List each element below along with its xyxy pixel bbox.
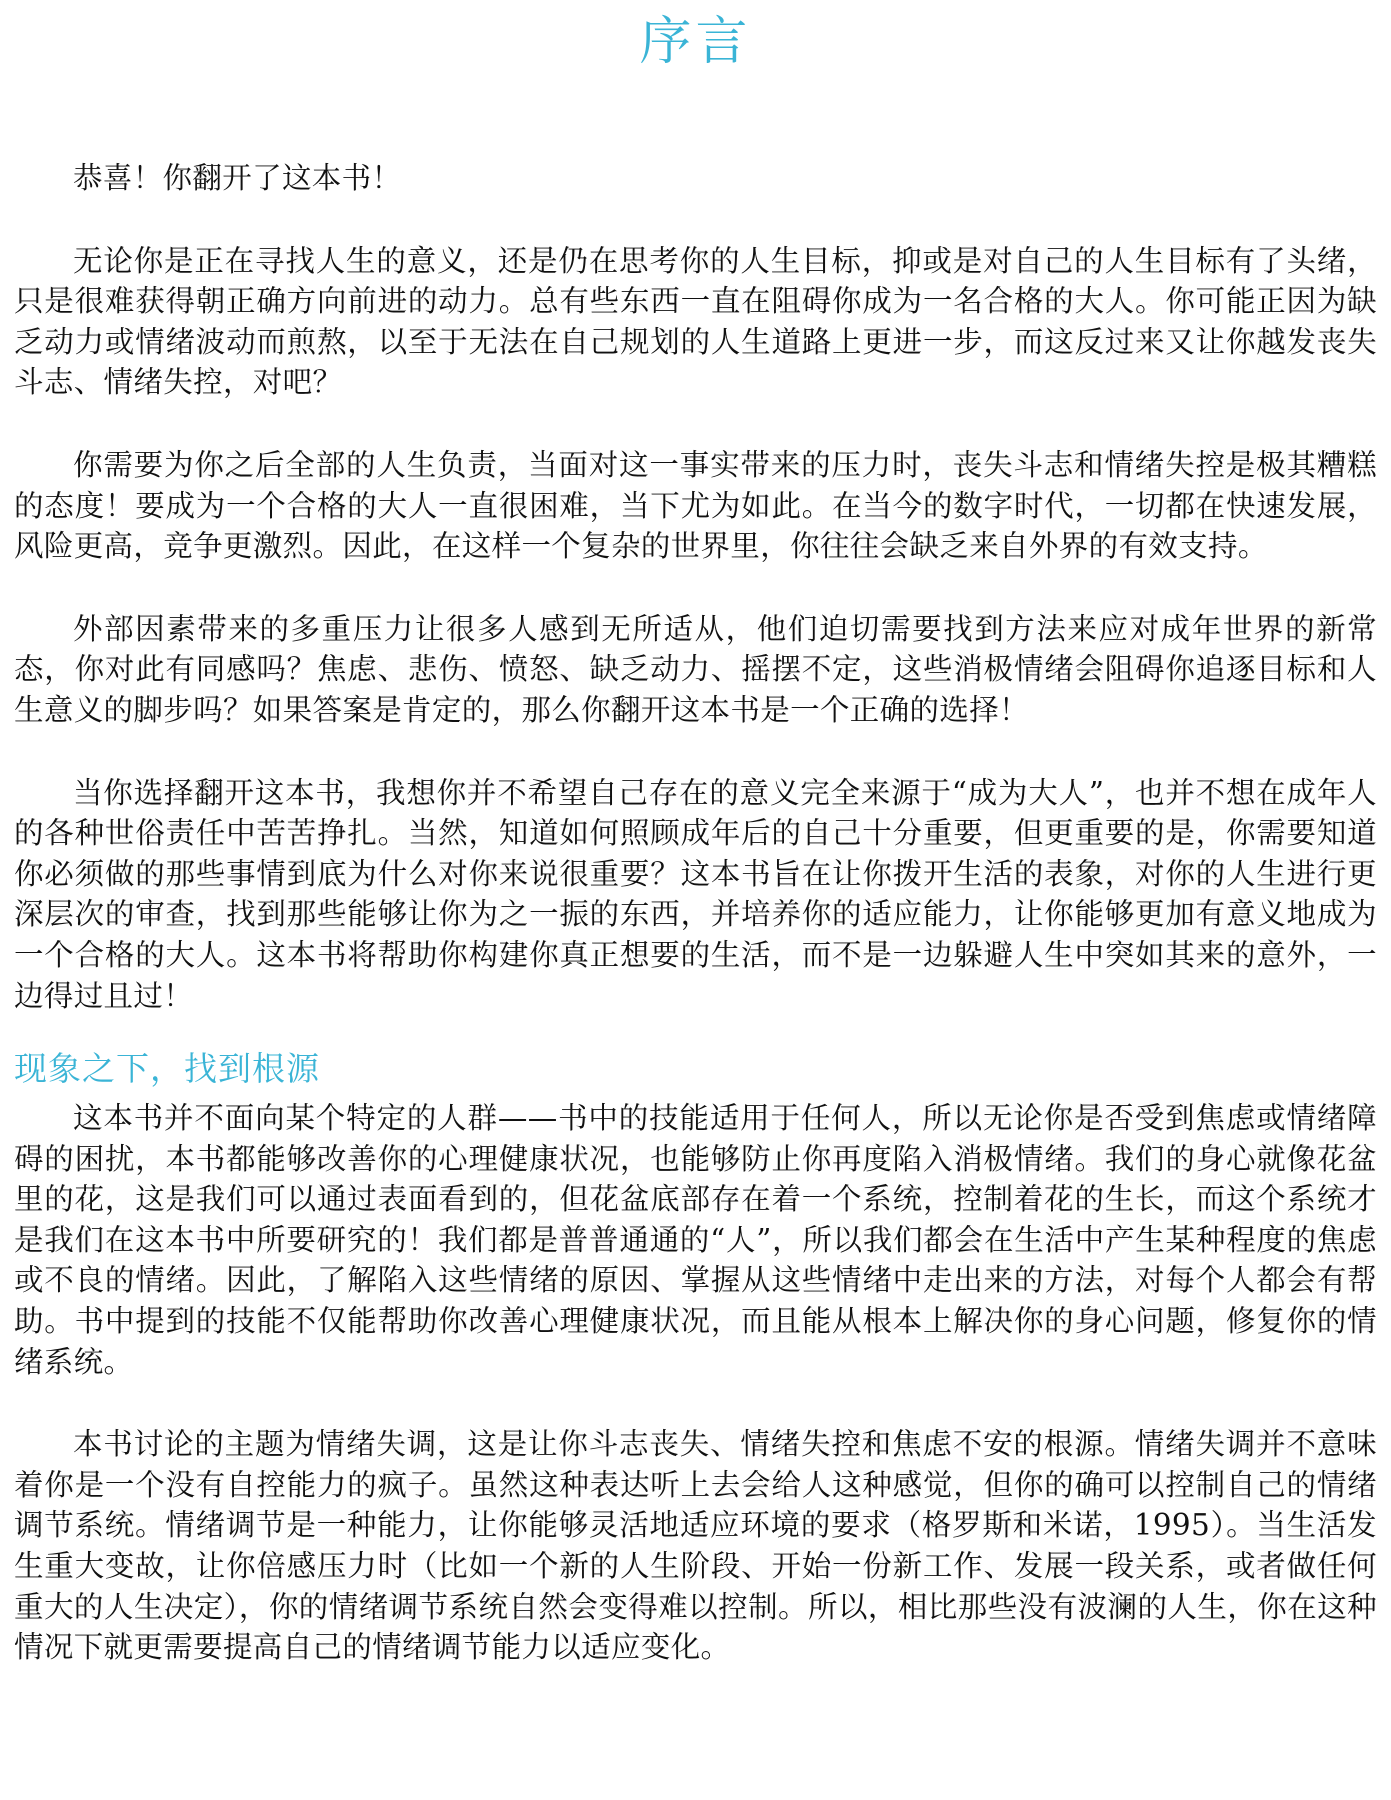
section-paragraph-2: 本书讨论的主题为情绪失调，这是让你斗志丧失、情绪失控和焦虑不安的根源。情绪失调并不意味着你是一个没有自控能力的疯子。虽然这种表达听上去会给人这种感觉，但你的确可以控制自己的情绪调节系统。情绪调节是一种能力，让你能够灵活地适应环境的要求（格罗斯和米诺，1995）。当生活发生重大变故，让你倍感压力时（比如一个新的人生阶段、开始一份新工作、发展一段关系，或者做任何重大的人生决定），你的情绪调节系统自然会变得难以控制。所以，相比那些没有波澜的人生，你在这种情况下就更需要提高自己的情绪调节能力以适应变化。 (14, 1427, 1377, 1665)
intro-paragraph-4: 当你选择翻开这本书，我想你并不希望自己存在的意义完全来源于“成为大人”，也并不想在成年人的各种世俗责任中苦苦挣扎。当然，知道如何照顾成年后的自己十分重要，但更重要的是，你需要知道你必须做的那些事情到底为什么对你来说很重要？这本书旨在让你拨开生活的表象，对你的人生进行更深层次的审查，找到那些能够让你为之一振的东西，并培养你的适应能力，让你能够更加有意义地成为一个合格的大人。这本书将帮助你构建你真正想要的生活，而不是一边躲避人生中突如其来的意外，一边得过且过！ (14, 775, 1377, 1013)
document-page (14, 0, 1377, 1665)
page-title: 序言 (639, 12, 752, 72)
intro-paragraph-1: 无论你是正在寻找人生的意义，还是仍在思考你的人生目标，抑或是对自己的人生目标有了头绪，只是很难获得朝正确方向前进的动力。总有些东西一直在阻碍你成为一名合格的大人。你可能正因为缺乏动力或情绪波动而煎熬，以至于无法在自己规划的人生道路上更进一步，而这反过来又让你越发丧失斗志、情绪失控，对吧？ (14, 243, 1377, 400)
section-heading: 现象之下，找到根源 (14, 1049, 320, 1089)
document-body (14, 158, 1377, 1710)
intro-paragraph-2: 你需要为你之后全部的人生负责，当面对这一事实带来的压力时，丧失斗志和情绪失控是极其糟糕的态度！要成为一个合格的大人一直很困难，当下尤为如此。在当今的数字时代，一切都在快速发展，风险更高，竞争更激烈。因此，在这样一个复杂的世界里，你往往会缺乏来自外界的有效支持。 (14, 447, 1377, 564)
congrats-paragraph: 恭喜！你翻开了这本书！ (73, 161, 402, 195)
intro-paragraph-3: 外部因素带来的多重压力让很多人感到无所适从，他们迫切需要找到方法来应对成年世界的新常态，你对此有同感吗？焦虑、悲伤、愤怒、缺乏动力、摇摆不定，这些消极情绪会阻碍你追逐目标和人生意义的脚步吗？如果答案是肯定的，那么你翻开这本书是一个正确的选择！ (14, 611, 1377, 727)
section-paragraph-1: 这本书并不面向某个特定的人群——书中的技能适用于任何人，所以无论你是否受到焦虑或情绪障碍的困扰，本书都能够改善你的心理健康状况，也能够防止你再度陷入消极情绪。我们的身心就像花盆里的花，这是我们可以通过表面看到的，但花盆底部存在着一个系统，控制着花的生长，而这个系统才是我们在这本书中所要研究的！我们都是普普通通的“人”，所以我们都会在生活中产生某种程度的焦虑或不良的情绪。因此，了解陷入这些情绪的原因、掌握从这些情绪中走出来的方法，对每个人都会有帮助。书中提到的技能不仅能帮助你改善心理健康状况，而且能从根本上解决你的身心问题，修复你的情绪系统。 (14, 1101, 1377, 1379)
